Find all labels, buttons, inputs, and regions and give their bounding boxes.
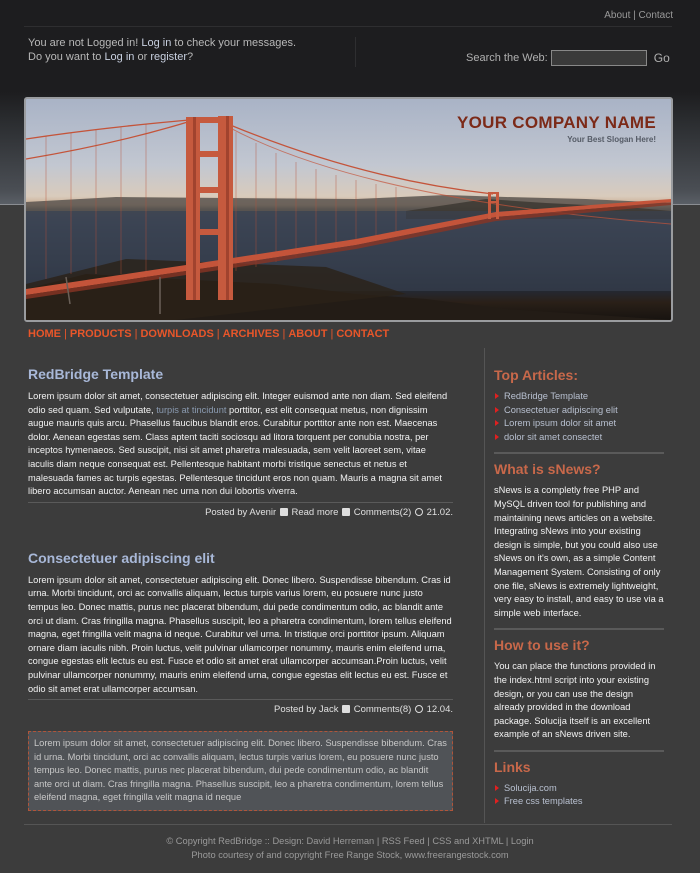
main-content xyxy=(28,366,453,811)
footer-divider xyxy=(24,824,672,825)
top-articles-heading: Top Articles: xyxy=(494,367,579,383)
nav-separator: | xyxy=(64,328,67,340)
sidebar xyxy=(494,367,664,809)
clock-icon xyxy=(415,508,423,516)
sidebar-divider xyxy=(484,348,485,823)
search-input[interactable] xyxy=(551,50,647,66)
about-link[interactable]: About xyxy=(604,10,631,21)
top-article-link[interactable]: Consectetuer adipiscing elit xyxy=(504,404,618,415)
post-date: 12.04. xyxy=(426,704,453,716)
search-label: Search the Web: xyxy=(466,52,548,64)
photo-credit: Photo courtesy of and copyright Free Range Stock, www.freerangestock.com xyxy=(191,849,509,860)
copyright-text: © Copyright RedBridge :: Design: David Herreman xyxy=(166,836,375,846)
post-body: Lorem ipsum dolor sit amet, consectetuer adipiscing elit. Donec libero. Suspendisse bibendum. Cras id urna. Morbi tincidunt, orci ac convallis aliquam, lectus turpis varius lorem, eu posuere nunc justo tempus leo. Donec mattis, purus nec placerat bibendum, dui pede condimentum odio, ac blandit ante orci ut diam. Cras fringilla magna. Phasellus suscipit, leo a pharetra condimentum, lorem tellus eleifend magna, eget fringilla velit magna id neque. Curabitur vel urna. In tristique orci porttitor ipsum. Aliquam ornare diam iaculis nibh. Proin luctus, velit pulvinar ullamcorper nonummy, mauris enim eleifend urna, congue egestas elit lectus eu est. Fusce et odio sit amet erat ullamcorper accumsan.Proin luctus, velit pulvinar ullamcorper nonummy, mauris enim eleifend urna, congue egestas elit lectus eu est. Fusce et odio sit amet erat ullamcorper accumsan. xyxy=(28,574,452,694)
header-banner-image xyxy=(24,97,673,322)
nav-home[interactable]: HOME xyxy=(28,328,61,340)
list-item xyxy=(494,390,664,404)
top-article-link[interactable]: dolor sit amet consectet xyxy=(504,431,603,442)
login-text: You are not Logged in! xyxy=(28,37,142,49)
nav-separator: | xyxy=(330,328,334,340)
links-list xyxy=(494,782,664,809)
register-link[interactable]: register xyxy=(150,51,188,63)
nav-separator: | xyxy=(282,328,286,340)
comments-icon xyxy=(342,508,350,516)
free-css-templates-link[interactable]: Free css templates xyxy=(504,796,583,807)
nav-downloads[interactable]: DOWNLOADS xyxy=(140,328,214,340)
post-date: 21.02. xyxy=(426,506,453,518)
comments-link[interactable]: Comments(8) xyxy=(353,704,412,716)
post-title[interactable]: Consectetuer adipiscing elit xyxy=(28,549,215,566)
links-heading: Links xyxy=(494,758,531,775)
posted-by: Posted by Avenir xyxy=(205,506,277,518)
post-meta xyxy=(28,502,453,518)
rss-feed-link[interactable]: RSS Feed xyxy=(381,836,425,846)
how-to-use-text: You can place the functions provided in the index.html script into your existing design, or you can use the design already provided in the download package. Solucija itself is an excellent example of an sNews driven site. xyxy=(494,661,656,740)
list-item xyxy=(494,795,664,809)
contact-link[interactable]: Contact xyxy=(638,10,673,21)
css-xhtml-link[interactable]: CSS and XHTML xyxy=(432,836,504,846)
top-articles-list xyxy=(494,390,664,444)
read-more-icon xyxy=(280,508,288,516)
posted-by: Posted by Jack xyxy=(274,704,339,716)
login-line-1 xyxy=(28,36,296,50)
inline-link[interactable]: turpis at tincidunt xyxy=(156,404,227,415)
login-link-2[interactable]: Log in xyxy=(104,51,135,63)
nav-separator: | xyxy=(216,328,220,340)
login-text: or xyxy=(134,51,151,63)
top-article-link[interactable]: RedBridge Template xyxy=(504,391,589,401)
footer xyxy=(0,835,700,862)
list-item xyxy=(494,431,664,445)
sidebar-separator xyxy=(494,628,664,630)
footer-separator: | xyxy=(503,836,511,846)
footer-login-link[interactable]: Login xyxy=(510,836,534,846)
read-more-link[interactable]: Read more xyxy=(291,506,339,518)
main-nav xyxy=(28,328,389,340)
nav-products[interactable]: PRODUCTS xyxy=(69,328,132,340)
solucija-link[interactable]: Solucija.com xyxy=(504,782,557,793)
login-status xyxy=(28,36,296,64)
what-is-snews-heading: What is sNews? xyxy=(494,461,601,478)
login-text: to check your messages. xyxy=(171,37,297,49)
company-name: YOUR COMPANY NAME xyxy=(456,113,656,132)
post-meta xyxy=(28,699,453,715)
list-item xyxy=(494,404,664,418)
list-item xyxy=(494,782,664,796)
nav-contact[interactable]: CONTACT xyxy=(336,328,390,340)
post-title[interactable]: RedBridge Template xyxy=(28,366,164,382)
search-form xyxy=(466,50,670,66)
quote-box: Lorem ipsum dolor sit amet, consectetuer adipiscing elit. Donec libero. Suspendisse bibendum. Cras id urna. Morbi tincidunt, orci ac convallis aliquam, lectus turpis varius lorem, eu posuere nunc justo tempus leo. Donec mattis, purus nec placerat bibendum, dui pede condimentum odio, ac blandit ante orci ut diam. Cras fringilla magna. Phasellus suscipit, leo a pharetra condimentum, lorem tellus eleifend magna, eget fringilla velit magna id neque xyxy=(28,731,453,811)
nav-separator: | xyxy=(134,328,138,340)
sidebar-separator xyxy=(494,750,664,752)
company-slogan: Your Best Slogan Here! xyxy=(567,135,656,144)
nav-archives[interactable]: ARCHIVES xyxy=(222,328,280,340)
clock-icon xyxy=(415,705,423,713)
sidebar-separator xyxy=(494,452,664,454)
comments-icon xyxy=(342,705,350,713)
footer-separator: | xyxy=(424,836,433,846)
top-links-separator: | xyxy=(633,10,639,21)
top-article-link[interactable]: Lorem ipsum dolor sit amet xyxy=(504,418,617,429)
post-body xyxy=(28,390,453,499)
how-to-use-heading: How to use it? xyxy=(494,637,590,654)
post-text: porttitor, est elit consequat metus, non dignissim augue mauris quis arcu. Phasellus faucibus blandit eros. Curabitur porttitor ante non est. Maecenas dolor. Aenean egestas sem. Class aptent taciti sociosqu ad litora torquent per conubia nostra, per inceptos hymenaeos. Sed suscipit, nisi sit amet pharetra malesuada, sem velit laoreet sem, vitae iaculis diam neque consequat est. Pellentesque habitant morbi tristique senectus et netus et malesuada fames ac turpis egestas. Pellentesque tincidunt eros non quam. Mauris a magna sit amet libero accumsan auctor. Aenean nec urna non dui lobortis viverra. xyxy=(28,404,442,497)
what-is-snews-text: sNews is a completly free PHP and MySQL driven tool for publishing and maintaining news articles on a website. Integrating sNews into your existing design is simple, but you could also use sNews on it's own, as a simple Content Management System. Consisting of only one file, sNews is extremely lightweight, very easy to install, and easy to use via a simple web interface. xyxy=(494,485,664,618)
login-text: Do you want to xyxy=(28,51,105,63)
login-text: ? xyxy=(187,51,194,63)
list-item xyxy=(494,417,664,431)
login-line-2 xyxy=(28,50,296,64)
company-branding xyxy=(457,113,656,144)
nav-about[interactable]: ABOUT xyxy=(288,328,328,340)
top-divider xyxy=(24,26,672,27)
top-links xyxy=(604,10,673,21)
footer-separator: | xyxy=(374,836,382,846)
footer-line-1 xyxy=(0,835,700,849)
post-text: Lorem ipsum dolor sit amet, consectetuer adipiscing elit. Integer euismod ante non diam. Sed eleifend odio sed quam. Sed vulputate, xyxy=(28,391,448,415)
header-vertical-divider xyxy=(355,37,356,67)
post xyxy=(28,550,453,715)
search-go-button[interactable]: Go xyxy=(653,51,670,65)
post xyxy=(28,366,453,518)
login-link[interactable]: Log in xyxy=(141,37,172,49)
comments-link[interactable]: Comments(2) xyxy=(353,506,412,518)
